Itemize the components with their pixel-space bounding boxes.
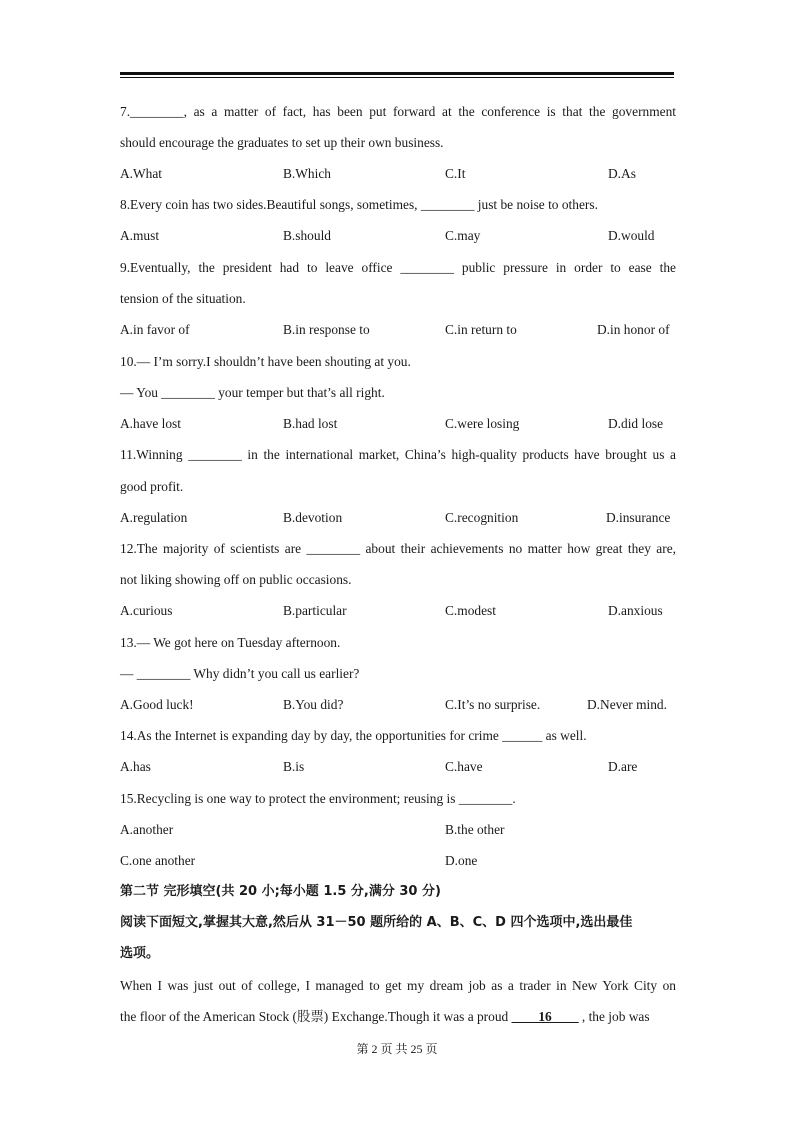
question-9-option-a: A.in favor of bbox=[120, 322, 190, 337]
question-13-option-c: C.It’s no surprise. bbox=[445, 697, 541, 712]
question-9-option-d: D.in honor of bbox=[597, 322, 670, 337]
question-11-option-c: C.recognition bbox=[445, 510, 519, 525]
question-10-option-d: D.did lose bbox=[608, 416, 664, 431]
question-7-stem-line-2: should encourage the graduates to set up their own business. bbox=[120, 135, 444, 150]
question-13-stem-line-1: 13.— We got here on Tuesday afternoon. bbox=[120, 635, 341, 650]
question-7-option-c: C.It bbox=[445, 166, 466, 181]
question-13-option-d: D.Never mind. bbox=[587, 697, 667, 712]
question-9-option-c: C.in return to bbox=[445, 322, 517, 337]
question-10-option-c: C.were losing bbox=[445, 416, 520, 431]
question-10-stem-line-1: 10.— I’m sorry.I shouldn’t have been shouting at you. bbox=[120, 354, 411, 369]
passage-line-2-end: , the job was bbox=[578, 1009, 650, 1024]
question-15-option-d: D.one bbox=[445, 853, 478, 868]
section-instruction-line-1: 阅读下面短文,掌握其大意,然后从 31－50 题所给的 A、B、C、D 四个选项中,选出最佳 bbox=[120, 915, 633, 930]
question-13-stem-line-2: — ________ Why didn’t you call us earlier? bbox=[120, 666, 360, 681]
question-7-option-b: B.Which bbox=[283, 166, 331, 181]
section-instruction-line-2: 选项。 bbox=[120, 946, 160, 961]
question-15-stem-line-1: 15.Recycling is one way to protect the environment; reusing is ________. bbox=[120, 791, 516, 806]
question-12-option-b: B.particular bbox=[283, 603, 347, 618]
page-footer: 第 2 页 共 25 页 bbox=[356, 1042, 438, 1056]
question-12-option-d: D.anxious bbox=[608, 603, 663, 618]
question-11-option-b: B.devotion bbox=[283, 510, 343, 525]
question-12-option-c: C.modest bbox=[445, 603, 496, 618]
blank-16: ____16____ bbox=[511, 1009, 579, 1024]
question-8-option-a: A.must bbox=[120, 228, 160, 243]
question-12-stem-line-1: 12.The majority of scientists are ________ about their achievements no matter how great they are, bbox=[120, 541, 676, 556]
question-11-option-a: A.regulation bbox=[120, 510, 188, 525]
question-10-stem-line-2: — You ________ your temper but that’s all right. bbox=[120, 385, 385, 400]
question-9-stem-line-2: tension of the situation. bbox=[120, 291, 246, 306]
question-8-option-d: D.would bbox=[608, 228, 655, 243]
question-14-option-b: B.is bbox=[283, 759, 305, 774]
question-11-option-d: D.insurance bbox=[606, 510, 671, 525]
question-13-option-b: B.You did? bbox=[283, 697, 344, 712]
question-13-option-a: A.Good luck! bbox=[120, 697, 194, 712]
question-15-option-a: A.another bbox=[120, 822, 174, 837]
passage-line-2 bbox=[120, 1009, 676, 1025]
question-10-option-b: B.had lost bbox=[283, 416, 338, 431]
question-15-option-c: C.one another bbox=[120, 853, 196, 868]
header-rule-thin bbox=[120, 77, 674, 78]
question-12-stem-line-2: not liking showing off on public occasions. bbox=[120, 572, 352, 587]
question-11-stem-line-1: 11.Winning ________ in the international market, China’s high-quality products have brought us a bbox=[120, 447, 676, 462]
question-8-option-c: C.may bbox=[445, 228, 481, 243]
question-7-option-a: A.What bbox=[120, 166, 163, 181]
question-14-option-d: D.are bbox=[608, 759, 638, 774]
question-14-option-a: A.has bbox=[120, 759, 151, 774]
question-7-stem-line-1: 7.________, as a matter of fact, has been put forward at the conference is that the government bbox=[120, 104, 676, 119]
question-14-stem-line-1: 14.As the Internet is expanding day by day, the opportunities for crime ______ as well. bbox=[120, 728, 587, 743]
question-8-option-b: B.should bbox=[283, 228, 331, 243]
passage-line-2-start: the floor of the American Stock (股票) Exchange.Though it was a proud bbox=[120, 1009, 512, 1024]
question-10-option-a: A.have lost bbox=[120, 416, 181, 431]
question-15-option-b: B.the other bbox=[445, 822, 505, 837]
question-7-option-d: D.As bbox=[608, 166, 636, 181]
section-title: 第二节 完形填空(共 20 小;每小题 1.5 分,满分 30 分) bbox=[120, 884, 441, 899]
question-12-option-a: A.curious bbox=[120, 603, 173, 618]
question-9-option-b: B.in response to bbox=[283, 322, 370, 337]
passage-line-1: When I was just out of college, I managed to get my dream job as a trader in New York City on bbox=[120, 978, 676, 993]
question-11-stem-line-2: good profit. bbox=[120, 479, 184, 494]
question-9-stem-line-1: 9.Eventually, the president had to leave office ________ public pressure in order to ease the bbox=[120, 260, 676, 275]
question-14-option-c: C.have bbox=[445, 759, 483, 774]
header-rule-thick bbox=[120, 72, 674, 75]
question-8-stem-line-1: 8.Every coin has two sides.Beautiful songs, sometimes, ________ just be noise to others. bbox=[120, 197, 598, 212]
